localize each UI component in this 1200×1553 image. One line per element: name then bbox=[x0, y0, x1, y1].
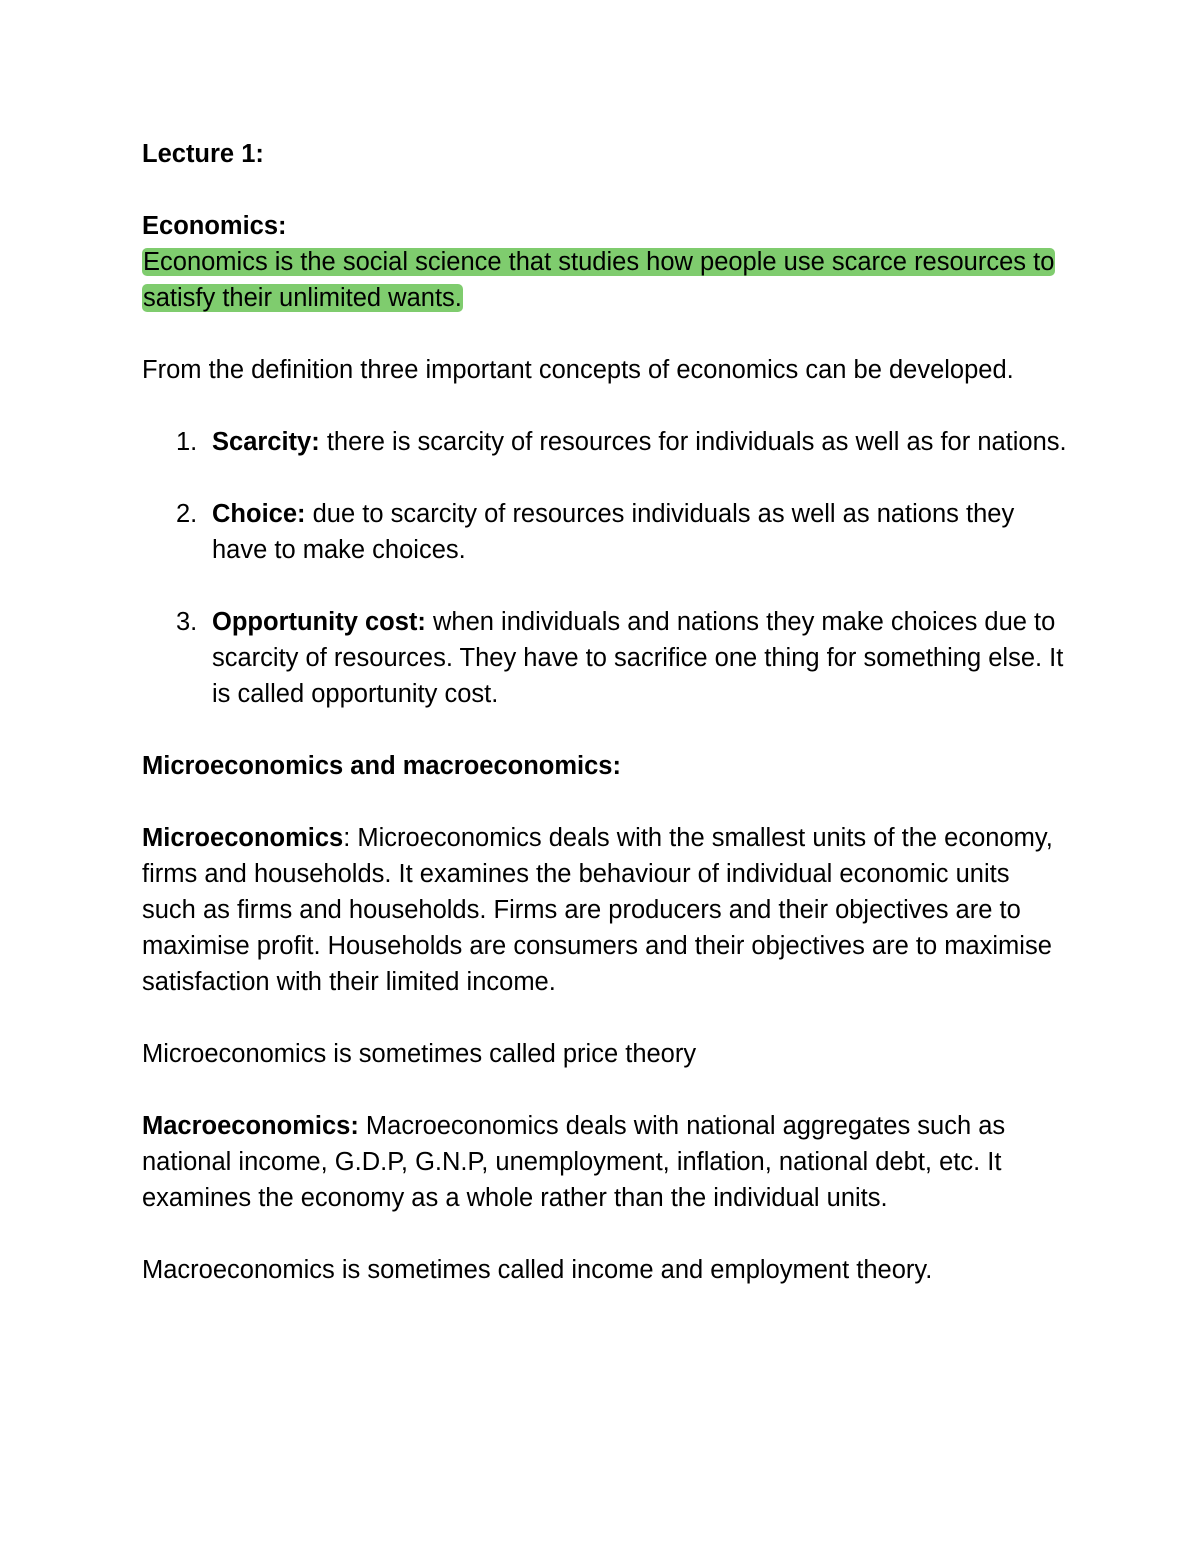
spacer bbox=[142, 1216, 1067, 1252]
concept-term: Scarcity: bbox=[212, 428, 320, 456]
micro-paragraph bbox=[142, 820, 1067, 1000]
economics-heading: Economics: bbox=[142, 212, 287, 240]
lecture-title: Lecture 1: bbox=[142, 140, 264, 168]
concept-term: Opportunity cost: bbox=[212, 608, 426, 636]
micro-macro-heading: Microeconomics and macroeconomics: bbox=[142, 752, 621, 780]
list-item-choice bbox=[142, 496, 1067, 568]
spacer bbox=[142, 388, 1067, 424]
list-number: 2. bbox=[176, 500, 198, 528]
concept-text: due to scarcity of resources individuals as well as nations they have to make choices. bbox=[212, 500, 1015, 564]
list-number: 1. bbox=[176, 428, 198, 456]
spacer bbox=[142, 568, 1067, 604]
economics-definition-paragraph bbox=[142, 244, 1067, 316]
spacer bbox=[142, 316, 1067, 352]
micro-term: Microeconomics bbox=[142, 824, 344, 852]
intro-paragraph: From the definition three important concepts of economics can be developed. bbox=[142, 356, 1014, 384]
macro-paragraph bbox=[142, 1108, 1067, 1216]
concept-text: when individuals and nations they make choices due to scarcity of resources. They have to sacrifice one thing for something else. It is called opportunity cost. bbox=[212, 608, 1064, 708]
micro-note: Microeconomics is sometimes called price theory bbox=[142, 1040, 697, 1068]
spacer bbox=[142, 172, 1067, 208]
spacer bbox=[142, 460, 1067, 496]
spacer bbox=[142, 1000, 1067, 1036]
spacer bbox=[142, 784, 1067, 820]
concept-text: there is scarcity of resources for individuals as well as for nations. bbox=[319, 428, 1067, 456]
macro-text: Macroeconomics deals with national aggregates such as national income, G.D.P, G.N.P, unemployment, inflation, national debt, etc. It examines the economy as a whole rather than the individual units. bbox=[142, 1112, 1006, 1212]
macro-term: Macroeconomics: bbox=[142, 1112, 359, 1140]
list-item-scarcity bbox=[142, 424, 1067, 460]
concepts-list bbox=[142, 424, 1067, 712]
list-number: 3. bbox=[176, 608, 198, 636]
concept-term: Choice: bbox=[212, 500, 306, 528]
list-item-opportunity-cost bbox=[142, 604, 1067, 712]
spacer bbox=[142, 712, 1067, 748]
document-page bbox=[142, 136, 1067, 1288]
macro-note: Macroeconomics is sometimes called income and employment theory. bbox=[142, 1256, 933, 1284]
micro-text: : Microeconomics deals with the smallest units of the economy, firms and households. It examines the behaviour of individual economic units such as firms and households. Firms are producers and their objectives are to maximise profit. Households are consumers and their objectives are to maximise satisfaction with their limited income. bbox=[142, 824, 1053, 996]
spacer bbox=[142, 1072, 1067, 1108]
highlighted-definition: Economics is the social science that studies how people use scarce resources to satisfy their unlimited wants. bbox=[143, 248, 1055, 312]
